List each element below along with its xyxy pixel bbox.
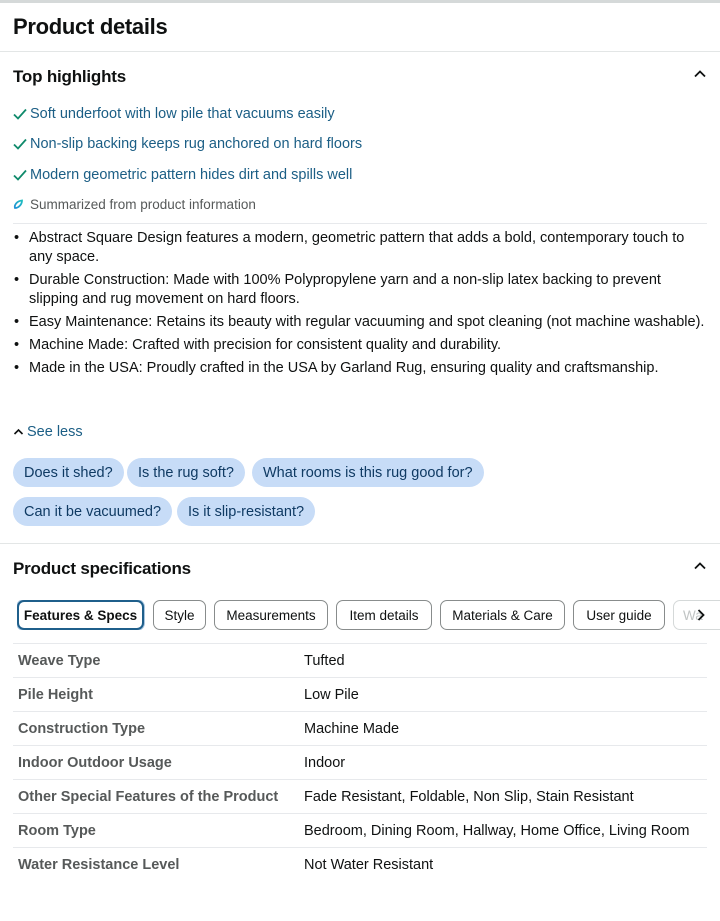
spec-key: Water Resistance Level: [13, 848, 304, 882]
check-icon: [13, 169, 27, 181]
tab-measurements[interactable]: Measurements: [214, 600, 328, 630]
table-row: [13, 746, 707, 780]
divider: [13, 223, 707, 224]
spec-value: Not Water Resistant: [304, 848, 707, 882]
check-icon: [13, 108, 27, 120]
check-icon: [13, 138, 27, 150]
chevron-right-icon[interactable]: [694, 608, 708, 622]
spec-tabs: [17, 600, 720, 630]
table-row: [13, 780, 707, 814]
spec-table: [13, 643, 707, 881]
highlight-text: Modern geometric pattern hides dirt and spills well: [30, 167, 353, 183]
table-row: [13, 678, 707, 712]
spec-key: Room Type: [13, 814, 304, 848]
highlight-text: Soft underfoot with low pile that vacuums easily: [30, 106, 335, 122]
table-row: [13, 814, 707, 848]
question-chip[interactable]: Is it slip-resistant?: [177, 497, 315, 526]
question-chip[interactable]: Can it be vacuumed?: [13, 497, 172, 526]
tab-features-specs[interactable]: Features & Specs: [17, 600, 144, 630]
tab-user-guide[interactable]: User guide: [573, 600, 665, 630]
question-chip[interactable]: What rooms is this rug good for?: [252, 458, 484, 487]
table-row: [13, 712, 707, 746]
spec-value: Indoor: [304, 746, 707, 780]
feature-bullet: • Machine Made: Crafted with precision for consistent quality and durability.: [13, 336, 707, 355]
tab-warranty[interactable]: Wa: [673, 600, 720, 630]
highlight-item: [13, 167, 352, 183]
highlight-text: Non-slip backing keeps rug anchored on hard floors: [30, 136, 363, 152]
feature-bullet: • Abstract Square Design features a modern, geometric pattern that adds a bold, contemporary touch to any space.: [13, 229, 707, 267]
ai-sparkle-icon: [13, 199, 24, 210]
spec-value: Low Pile: [304, 678, 707, 712]
ai-summary-note: [13, 197, 256, 212]
spec-value: Bedroom, Dining Room, Hallway, Home Office, Living Room: [304, 814, 707, 848]
spec-key: Construction Type: [13, 712, 304, 746]
spec-value: Machine Made: [304, 712, 707, 746]
page-title: Product details: [13, 14, 168, 39]
top-border: [0, 0, 720, 3]
see-less-label: See less: [27, 424, 83, 440]
table-row: [13, 644, 707, 678]
tab-style[interactable]: Style: [153, 600, 206, 630]
product-specifications-title: Product specifications: [13, 559, 191, 578]
tab-materials-care[interactable]: Materials & Care: [440, 600, 565, 630]
feature-bullet: • Durable Construction: Made with 100% Polypropylene yarn and a non-slip latex backing to prevent slipping and rug movement on hard floors.: [13, 271, 707, 309]
tab-item-details[interactable]: Item details: [336, 600, 432, 630]
chevron-up-icon[interactable]: [692, 558, 708, 574]
spec-key: Weave Type: [13, 644, 304, 678]
feature-bullet: • Made in the USA: Proudly crafted in the USA by Garland Rug, ensuring quality and craftsmanship.: [13, 359, 707, 378]
divider: [0, 51, 720, 52]
chevron-up-icon[interactable]: [692, 66, 708, 82]
spec-key: Pile Height: [13, 678, 304, 712]
spec-key: Indoor Outdoor Usage: [13, 746, 304, 780]
see-less-link[interactable]: [13, 424, 83, 440]
top-highlights-title: Top highlights: [13, 67, 127, 86]
chevron-up-icon: [13, 427, 24, 437]
table-row: [13, 848, 707, 882]
feature-bullet-list: [13, 229, 707, 382]
question-chip[interactable]: Does it shed?: [13, 458, 124, 487]
highlight-item: [13, 136, 362, 152]
spec-key: Other Special Features of the Product: [13, 780, 304, 814]
divider: [0, 543, 720, 544]
spec-value: Fade Resistant, Foldable, Non Slip, Stain Resistant: [304, 780, 707, 814]
spec-value: Tufted: [304, 644, 707, 678]
summary-note-text: Summarized from product information: [30, 197, 256, 212]
feature-bullet: • Easy Maintenance: Retains its beauty with regular vacuuming and spot cleaning (not machine washable).: [13, 313, 707, 332]
highlight-item: [13, 106, 335, 122]
question-chip[interactable]: Is the rug soft?: [127, 458, 245, 487]
